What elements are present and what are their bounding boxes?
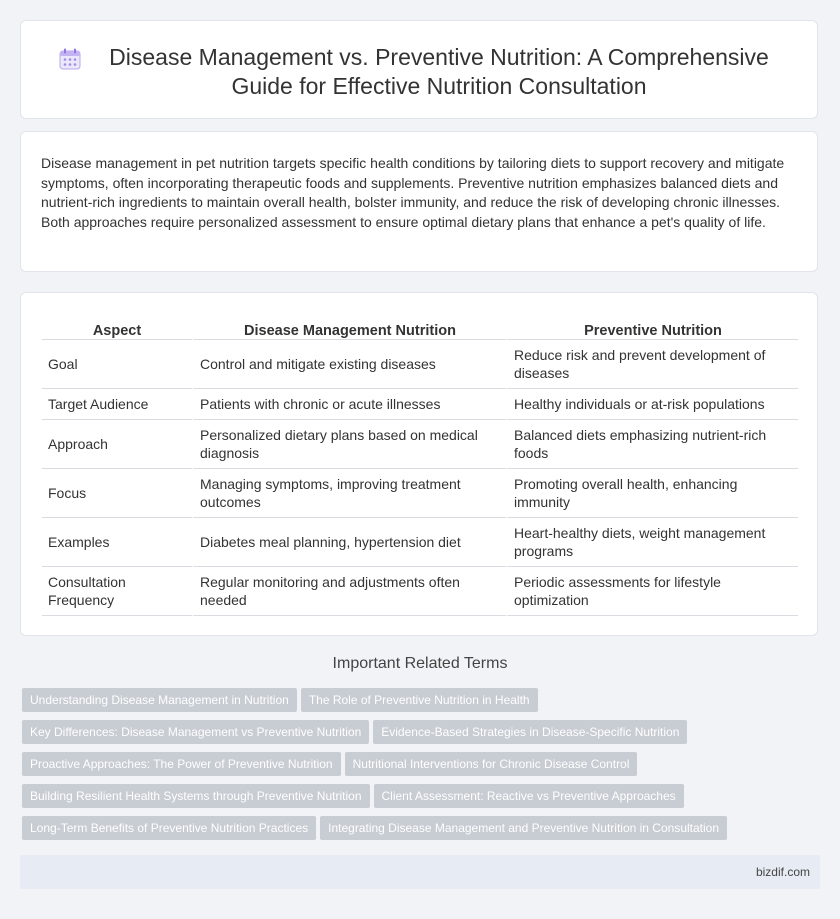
- table-cell: Consultation Frequency: [42, 567, 192, 616]
- related-terms-list: [22, 688, 822, 848]
- table-header-row: [42, 315, 798, 340]
- related-term-tag[interactable]: Long-Term Benefits of Preventive Nutrition Practices: [22, 816, 316, 840]
- header-preventive: Preventive Nutrition: [506, 315, 798, 340]
- table-cell: Control and mitigate existing diseases: [192, 340, 506, 389]
- comparison-table-card: [20, 292, 818, 636]
- related-term-tag[interactable]: The Role of Preventive Nutrition in Health: [301, 688, 538, 712]
- title-card: [20, 20, 818, 119]
- header-disease-management: Disease Management Nutrition: [192, 315, 506, 340]
- footer: [20, 855, 820, 889]
- table-cell: Balanced diets emphasizing nutrient-rich foods: [506, 420, 798, 469]
- table-row: [42, 420, 798, 469]
- table-cell: Regular monitoring and adjustments often needed: [192, 567, 506, 616]
- table-cell: Promoting overall health, enhancing immunity: [506, 469, 798, 518]
- related-terms-title: Important Related Terms: [332, 655, 508, 672]
- related-term-tag[interactable]: Key Differences: Disease Management vs Preventive Nutrition: [22, 720, 369, 744]
- table-row: [42, 389, 798, 420]
- table-cell: Focus: [42, 469, 192, 518]
- intro-paragraph: Disease management in pet nutrition targets specific health conditions by tailoring diets to support recovery and mitigate symptoms, often incorporating therapeutic foods and supplements. Preventive nutrition emphasizes balanced diets and nutrient-rich ingredients to maintain overall health, bolster immunity, and reduce the risk of developing chronic illnesses. Both approaches require personalized assessment to ensure optimal dietary plans that enhance a pet's quality of life.: [41, 155, 785, 230]
- related-term-tag[interactable]: Integrating Disease Management and Preventive Nutrition in Consultation: [320, 816, 727, 840]
- table-row: [42, 518, 798, 567]
- table-row: [42, 469, 798, 518]
- table-row: [42, 340, 798, 389]
- table-cell: Diabetes meal planning, hypertension diet: [192, 518, 506, 567]
- related-term-tag[interactable]: Nutritional Interventions for Chronic Disease Control: [345, 752, 638, 776]
- comparison-table: [42, 315, 798, 616]
- header-aspect: Aspect: [42, 315, 192, 340]
- table-cell: Target Audience: [42, 389, 192, 420]
- related-term-tag[interactable]: Proactive Approaches: The Power of Preventive Nutrition: [22, 752, 341, 776]
- table-cell: Healthy individuals or at-risk populations: [506, 389, 798, 420]
- table-row: [42, 567, 798, 616]
- intro-card: [20, 131, 818, 272]
- table-cell: Reduce risk and prevent development of diseases: [506, 340, 798, 389]
- related-term-tag[interactable]: Understanding Disease Management in Nutrition: [22, 688, 297, 712]
- page-title: Disease Management vs. Preventive Nutrition: A Comprehensive Guide for Effective Nutrition Consultation: [109, 44, 769, 99]
- table-cell: Approach: [42, 420, 192, 469]
- table-cell: Goal: [42, 340, 192, 389]
- related-term-tag[interactable]: Client Assessment: Reactive vs Preventive Approaches: [374, 784, 684, 808]
- table-cell: Heart-healthy diets, weight management programs: [506, 518, 798, 567]
- table-cell: Patients with chronic or acute illnesses: [192, 389, 506, 420]
- related-term-tag[interactable]: Evidence-Based Strategies in Disease-Specific Nutrition: [373, 720, 687, 744]
- footer-brand[interactable]: bizdif.com: [755, 865, 810, 879]
- table-cell: Periodic assessments for lifestyle optimization: [506, 567, 798, 616]
- table-cell: Managing symptoms, improving treatment outcomes: [192, 469, 506, 518]
- table-cell: Examples: [42, 518, 192, 567]
- related-term-tag[interactable]: Building Resilient Health Systems through Preventive Nutrition: [22, 784, 370, 808]
- table-cell: Personalized dietary plans based on medical diagnosis: [192, 420, 506, 469]
